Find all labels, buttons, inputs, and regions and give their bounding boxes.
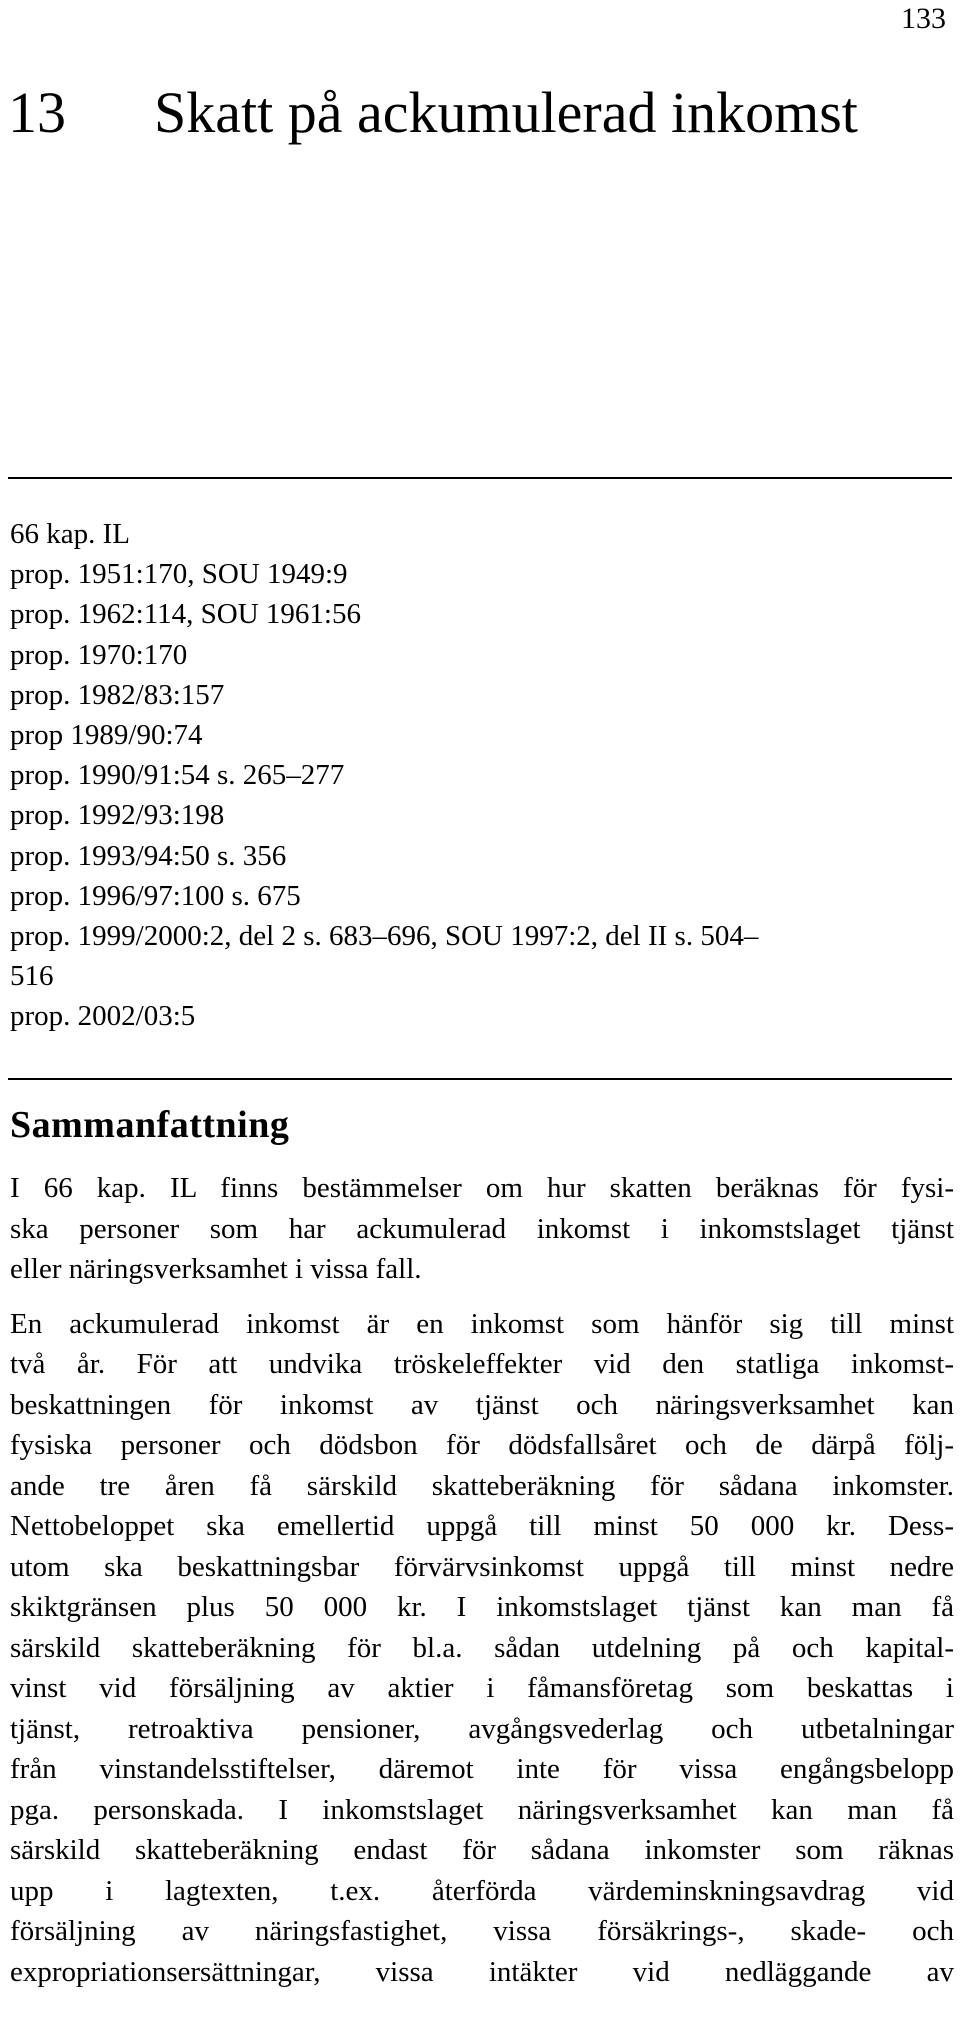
references-top-rule xyxy=(8,477,952,479)
chapter-title: Skatt på ackumulerad inkomst xyxy=(154,80,858,145)
chapter-number: 13 xyxy=(8,80,66,145)
text-line: utom ska beskattningsbar förvärvsinkomst uppgå till minst nedre xyxy=(10,1550,954,1583)
section-heading: Sammanfattning xyxy=(10,1104,290,1146)
text-line: särskild skatteberäkning endast för sådana inkomster som räknas xyxy=(10,1834,954,1866)
reference-line: 516 xyxy=(10,960,54,993)
paragraph-1 xyxy=(10,1168,954,1290)
references-list xyxy=(10,514,940,1037)
text-line: upp i lagtexten, t.ex. återförda värdeminskningsavdrag vid xyxy=(10,1874,954,1907)
reference-line: prop. 1962:114, SOU 1961:56 xyxy=(10,598,361,631)
reference-line: prop 1989/90:74 xyxy=(10,719,203,752)
reference-line: prop. 1951:170, SOU 1949:9 xyxy=(10,558,348,591)
reference-line: prop. 1996/97:100 s. 675 xyxy=(10,879,301,912)
reference-line: prop. 1992/93:198 xyxy=(10,799,225,832)
text-line: fysiska personer och dödsbon för dödsfallsåret och de därpå följ- xyxy=(10,1429,954,1461)
text-line: tjänst, retroaktiva pensioner, avgångsvederlag och utbetalningar xyxy=(10,1712,954,1745)
text-line: pga. personskada. I inkomstslaget näringsverksamhet kan man få xyxy=(10,1793,954,1826)
text-line: eller näringsverksamhet i vissa fall. xyxy=(10,1253,422,1285)
paragraph-2 xyxy=(10,1304,954,1993)
reference-line: prop. 1970:170 xyxy=(10,638,188,671)
reference-line: prop. 1982/83:157 xyxy=(10,678,225,711)
text-line: vinst vid försäljning av aktier i fåmansföretag som beskattas i xyxy=(10,1672,954,1704)
body-text xyxy=(10,1168,954,2006)
page-number: 133 xyxy=(901,2,946,35)
reference-line: prop. 1999/2000:2, del 2 s. 683–696, SOU 1997:2, del II s. 504– xyxy=(10,920,759,953)
reference-line: prop. 1990/91:54 s. 265–277 xyxy=(10,759,345,792)
text-line: ska personer som har ackumulerad inkomst i inkomstslaget tjänst xyxy=(10,1212,954,1245)
chapter-heading xyxy=(8,78,908,148)
text-line: expropriationsersättningar, vissa intäkter vid nedläggande av xyxy=(10,1955,954,1988)
text-line: två år. För att undvika tröskeleffekter vid den statliga inkomst- xyxy=(10,1348,954,1380)
text-line: från vinstandelsstiftelser, däremot inte för vissa engångsbelopp xyxy=(10,1753,954,1785)
text-line: Nettobeloppet ska emellertid uppgå till minst 50 000 kr. Dess- xyxy=(10,1510,954,1542)
reference-line: prop. 1993/94:50 s. 356 xyxy=(10,839,287,872)
text-line: En ackumulerad inkomst är en inkomst som hänför sig till minst xyxy=(10,1307,954,1340)
reference-line: 66 kap. IL xyxy=(10,518,130,550)
text-line: beskattningen för inkomst av tjänst och näringsverksamhet kan xyxy=(10,1388,954,1421)
text-line: skiktgränsen plus 50 000 kr. I inkomstslaget tjänst kan man få xyxy=(10,1591,954,1623)
text-line: särskild skatteberäkning för bl.a. sådan utdelning på och kapital- xyxy=(10,1631,954,1664)
text-line: I 66 kap. IL finns bestämmelser om hur skatten beräknas för fysi- xyxy=(10,1172,954,1204)
references-bottom-rule xyxy=(8,1078,952,1080)
reference-line: prop. 2002/03:5 xyxy=(10,1000,196,1033)
text-line: ande tre åren få särskild skatteberäkning för sådana inkomster. xyxy=(10,1469,954,1502)
text-line: försäljning av näringsfastighet, vissa försäkrings-, skade- och xyxy=(10,1915,954,1947)
